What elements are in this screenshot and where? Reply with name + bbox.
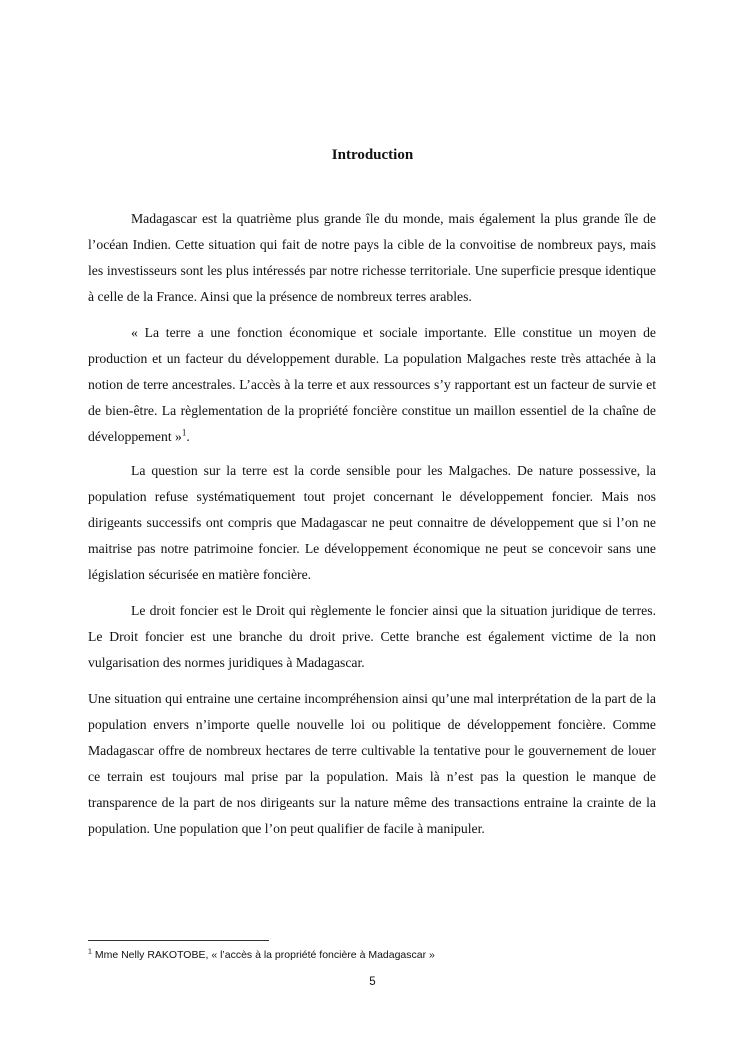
paragraph-4: Le droit foncier est le Droit qui règlemente le foncier ainsi que la situation juridique de terres. Le Droit foncier est une branche du droit prive. Cette branche est également victime de la non vulgarisation des normes juridiques à Madagascar. <box>88 603 656 670</box>
page-title-text: Introduction <box>331 147 414 163</box>
page-title <box>0 145 745 165</box>
paragraph-3: La question sur la terre est la corde sensible pour les Malgaches. De nature possessive, la population refuse systématiquement tout projet concernant le développement foncier. Mais nos dirigeants successifs ont compris que Madagascar ne peut connaitre de développement que si l’on ne maitrise pas notre patrimoine foncier. Le développement économique ne peut se concevoir sans une législation sécurisée en matière foncière. <box>88 463 656 582</box>
document-body <box>88 206 656 850</box>
footnote <box>88 947 435 963</box>
paragraph-2-suffix: . <box>186 429 190 444</box>
paragraph-5: Une situation qui entraine une certaine incompréhension ainsi qu’une mal interprétation de la part de la population envers n’importe quelle nouvelle loi ou politique de développement foncière. Comme Madagascar offre de nombreux hectares de terre cultivable la tentative pour le gouvernement de louer ce terrain est toujours mal prise par la population. Mais là n’est pas la question le manque de transparence de la part de nos dirigeants sur la nature même des transactions entraine la crainte de la population. Une population que l’on peut qualifier de facile à manipuler. <box>88 691 656 836</box>
page-number: 5 <box>369 976 376 988</box>
paragraph-2 <box>88 320 656 450</box>
paragraph-1: Madagascar est la quatrième plus grande île du monde, mais également la plus grande île de l’océan Indien. Cette situation qui fait de notre pays la cible de la convoitise de nombreux pays, mais les investisseurs sont les plus intéressés par notre richesse territoriale. Une superficie presque identique à celle de la France. Ainsi que la présence de nombreux terres arables. <box>88 211 656 304</box>
footnote-number: 1 <box>88 948 92 956</box>
footnote-separator <box>88 940 269 941</box>
paragraph-2-text: « La terre a une fonction économique et sociale importante. Elle constitue un moyen de production et un facteur du développement durable. La population Malgaches reste très attachée à la notion de terre ancestrales. L’accès à la terre et aux ressources s’y rapportant est un facteur de survie et de bien-être. La règlementation de la propriété foncière constitue un maillon essentiel de la chaîne de développement » <box>88 325 656 444</box>
footnote-reference[interactable]: 1 <box>181 427 187 438</box>
footnote-text: Mme Nelly RAKOTOBE, « l’accès à la propriété foncière à Madagascar » <box>91 949 435 961</box>
